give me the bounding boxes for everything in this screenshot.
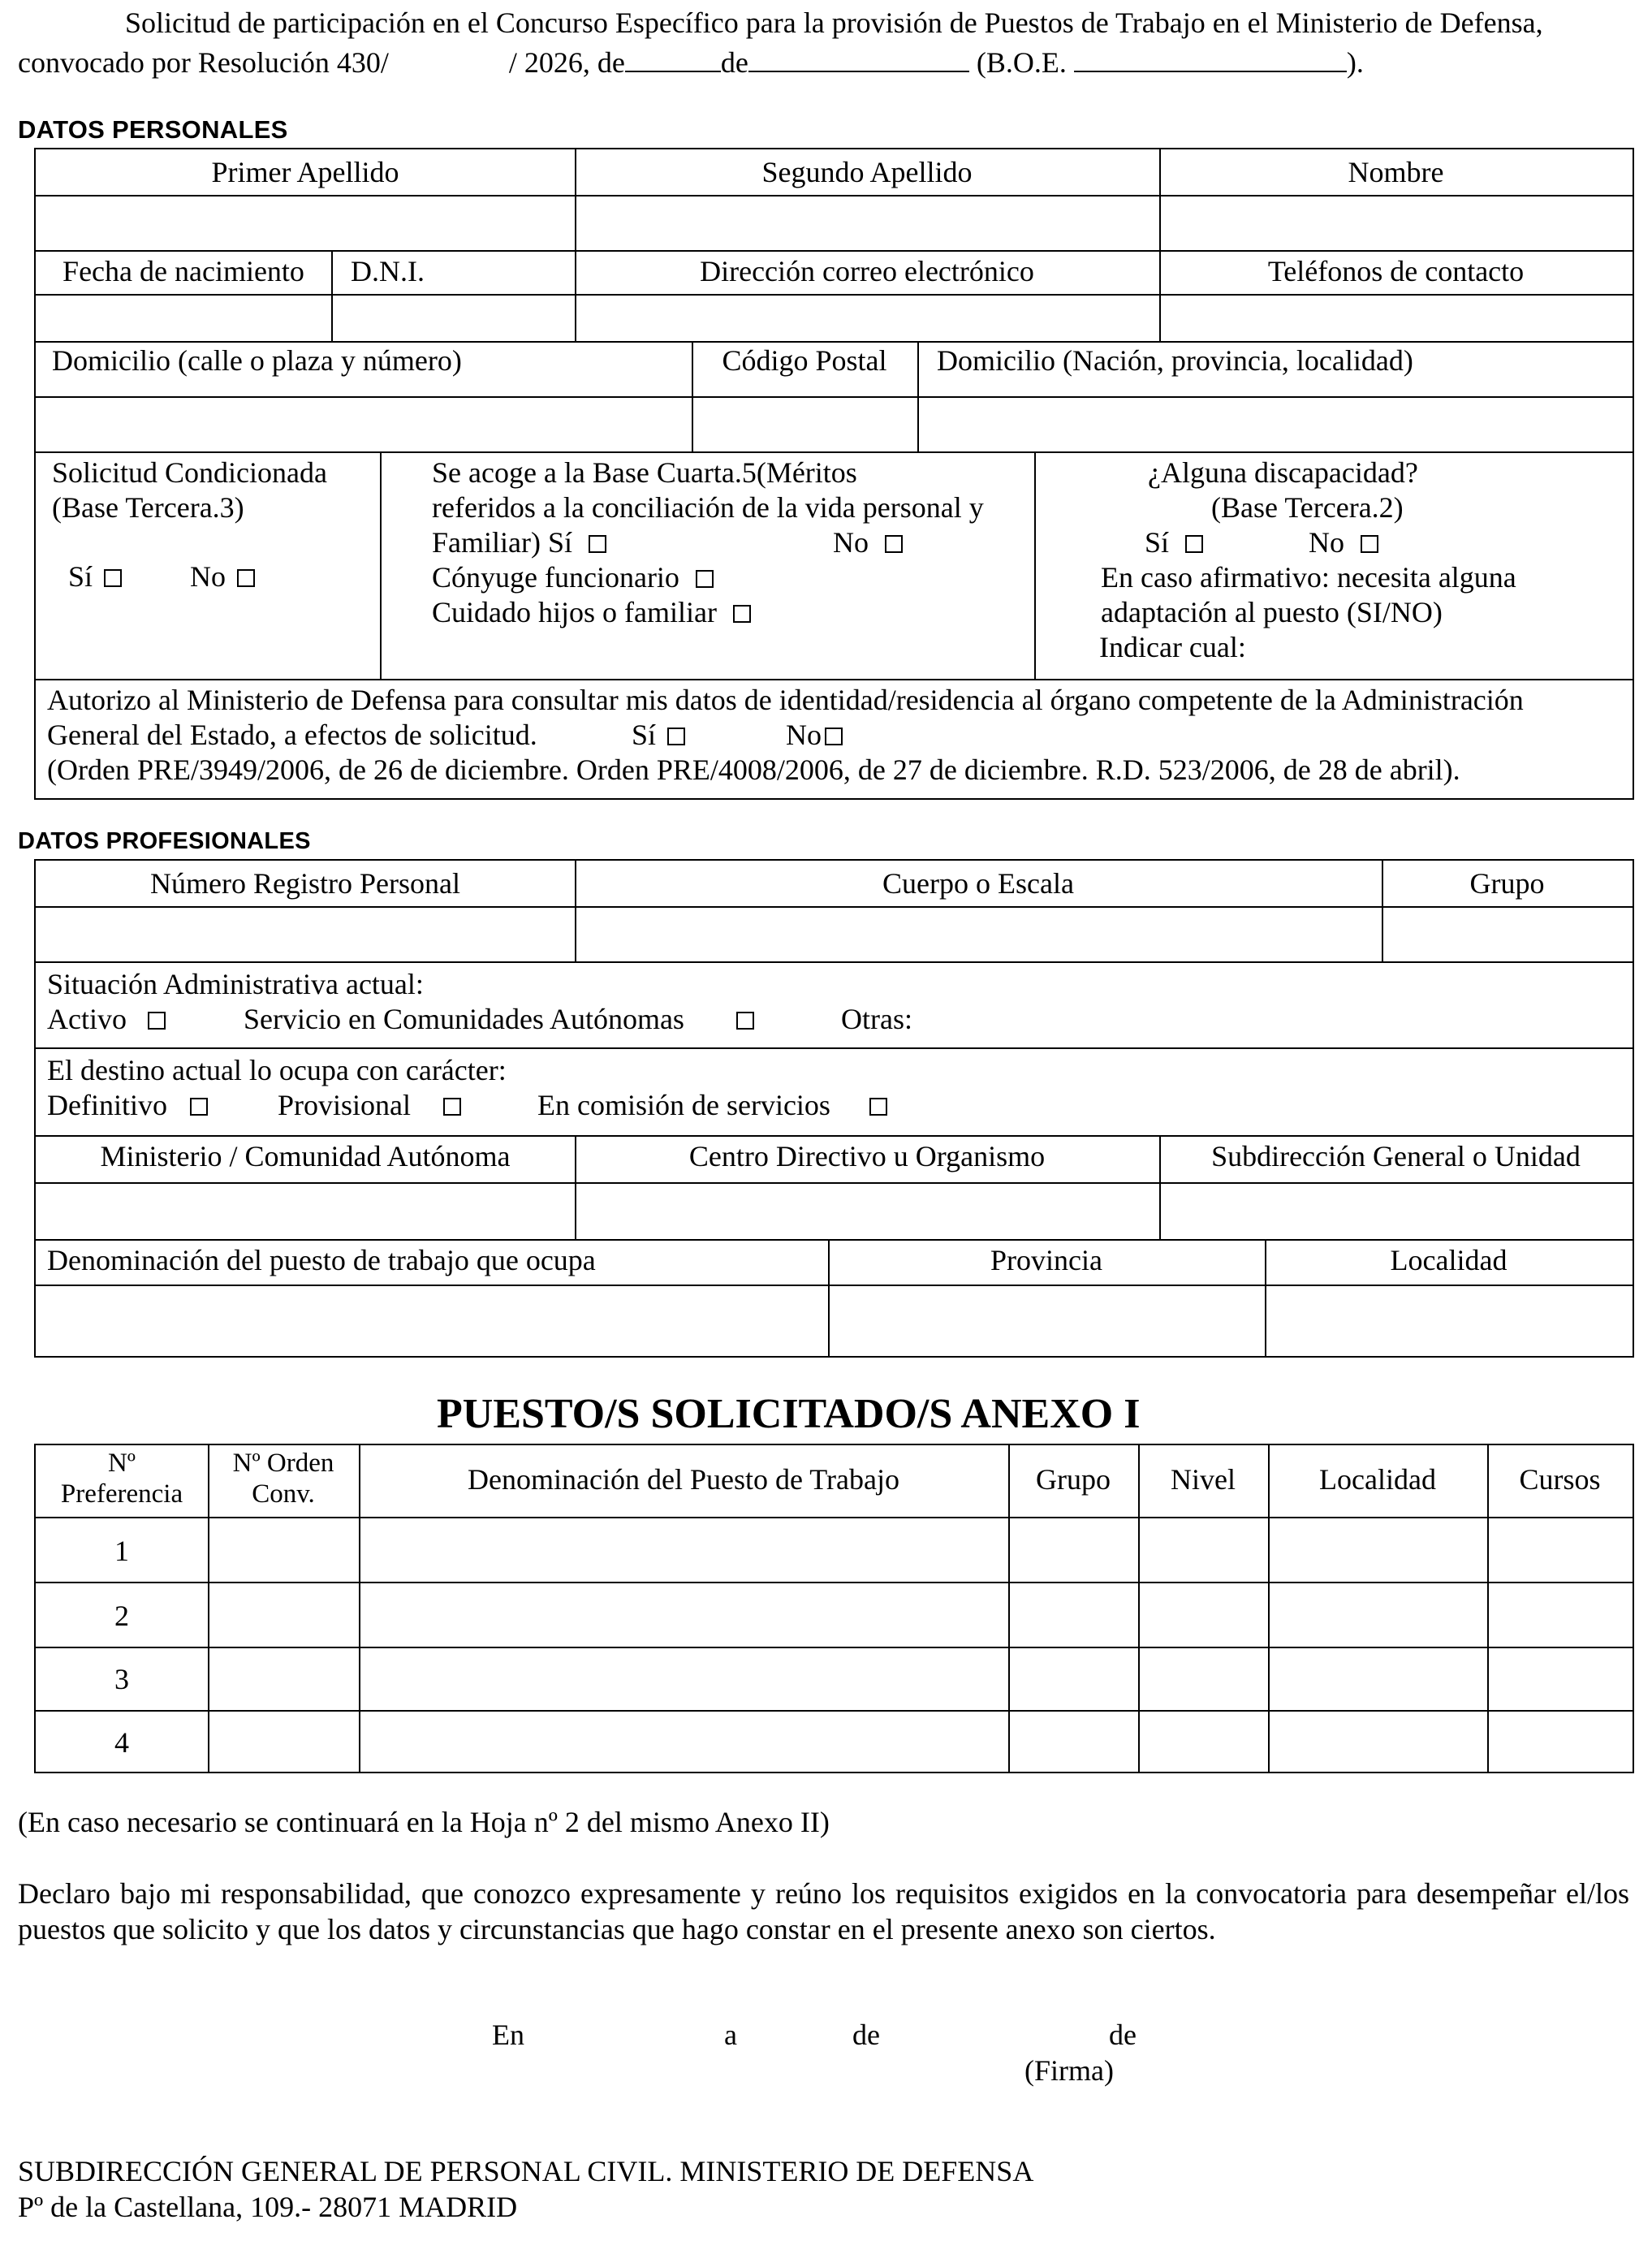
subdireccion-label: Subdirección General o Unidad [1211, 1140, 1581, 1172]
cuidado-label: Cuidado hijos o familiar [432, 596, 717, 628]
grupo-label: Grupo [1469, 867, 1545, 900]
provincia-field[interactable] [830, 1286, 1263, 1354]
nombre-label: Nombre [1348, 156, 1444, 188]
domicilio-nacion-field[interactable] [919, 398, 1631, 450]
col-grupo: Grupo [1036, 1463, 1111, 1496]
autorizo-no-label: No [786, 719, 822, 751]
personal-data-table [34, 148, 1634, 800]
definitivo-option [47, 1087, 208, 1123]
ministerio-label: Ministerio / Comunidad Autónoma [100, 1140, 511, 1172]
subdireccion-field[interactable] [1161, 1184, 1631, 1237]
base-cuarta-si-label: Familiar) Sí [432, 526, 572, 559]
condicionada-label-1: Solicitud Condicionada [52, 456, 327, 489]
declaracion-text: Declaro bajo mi responsabilidad, que conozco expresamente y reúno los requisitos exigidos en la convocatoria para desempeñar el/los puestos que solicito y que los datos y circunstancias que hago constar en el presente anexo son ciertos. [18, 1877, 1629, 1945]
condicionada-label-2: (Base Tercera.3) [52, 491, 244, 524]
servicio-ccaa-option [244, 1001, 754, 1037]
professional-data-table [34, 859, 1634, 1358]
col-nivel: Nivel [1171, 1463, 1236, 1496]
codigo-postal-label: Código Postal [722, 344, 887, 377]
personal-data-title: DATOS PERSONALES [18, 115, 288, 144]
base-cuarta-si [432, 525, 606, 560]
activo-label: Activo [47, 1003, 127, 1035]
provincia-label: Provincia [990, 1244, 1102, 1276]
col-preferencia-2: Preferencia [60, 1479, 183, 1509]
servicio-ccaa-label: Servicio en Comunidades Autónomas [244, 1003, 684, 1035]
autorizo-no [786, 717, 843, 753]
fecha-a-label: a [724, 2019, 737, 2051]
condicionada-si-label: Sí [68, 560, 93, 593]
provisional-label: Provisional [278, 1089, 412, 1121]
grupo-field[interactable] [1383, 908, 1631, 960]
ministerio-field[interactable] [37, 1184, 573, 1237]
activo-checkbox[interactable] [148, 1012, 166, 1030]
day-blank[interactable] [625, 46, 721, 72]
puestos-title: PUESTO/S SOLICITADO/S ANEXO I [437, 1391, 1141, 1437]
condicionada-no-label: No [190, 560, 226, 593]
intro-text-5: ). [1346, 46, 1364, 79]
base-cuarta-label-2: referidos a la conciliación de la vida personal y [432, 491, 984, 524]
comision-checkbox[interactable] [869, 1098, 887, 1116]
base-cuarta-no-checkbox[interactable] [885, 535, 903, 553]
primer-apellido-label: Primer Apellido [211, 156, 399, 188]
autorizo-text-3: (Orden PRE/3949/2006, de 26 de diciembre. Orden PRE/4008/2006, de 27 de diciembre. R.D. 523/2006, de 28 de abril). [47, 753, 1460, 786]
condicionada-no [190, 559, 255, 594]
intro-text-4: (B.O.E. [976, 46, 1067, 79]
intro-text-2: / 2026, de [508, 46, 625, 79]
discapacidad-si [1145, 525, 1203, 560]
codigo-postal-field[interactable] [693, 398, 916, 450]
firma-label: (Firma) [1024, 2054, 1114, 2087]
lugar-en-label: En [492, 2019, 524, 2051]
table-row-number: 3 [114, 1663, 129, 1695]
dni-label: D.N.I. [351, 255, 425, 287]
discapacidad-no [1309, 525, 1378, 560]
table-row-number: 2 [114, 1600, 129, 1632]
table-row-number: 1 [114, 1535, 129, 1567]
servicio-ccaa-checkbox[interactable] [736, 1012, 754, 1030]
comision-label: En comisión de servicios [537, 1089, 830, 1121]
col-cursos: Cursos [1519, 1463, 1601, 1496]
telefonos-field[interactable] [1161, 296, 1631, 339]
definitivo-label: Definitivo [47, 1089, 167, 1121]
autorizo-si-label: Sí [632, 719, 657, 751]
month-blank[interactable] [748, 46, 969, 72]
base-cuarta-no [833, 525, 903, 560]
professional-data-title: DATOS PROFESIONALES [18, 828, 311, 854]
fecha-de-label-2: de [1109, 2019, 1137, 2051]
situacion-label: Situación Administrativa actual: [47, 968, 424, 1000]
organismo-line-2: Pº de la Castellana, 109.- 28071 MADRID [18, 2191, 518, 2223]
cuidado-option [432, 594, 751, 630]
segundo-apellido-label: Segundo Apellido [761, 156, 973, 188]
organismo-line-1: SUBDIRECCIÓN GENERAL DE PERSONAL CIVIL. MINISTERIO DE DEFENSA [18, 2155, 1034, 2187]
nombre-field[interactable] [1161, 196, 1631, 248]
denominacion-label: Denominación del puesto de trabajo que ocupa [47, 1244, 596, 1276]
cuerpo-field[interactable] [576, 908, 1380, 960]
domicilio-calle-label: Domicilio (calle o plaza y número) [52, 344, 462, 377]
autorizo-text-1: Autorizo al Ministerio de Defensa para consultar mis datos de identidad/residencia al órgano competente de la Administración [47, 684, 1524, 716]
fecha-nacimiento-field[interactable] [37, 296, 330, 339]
discapacidad-no-checkbox[interactable] [1361, 535, 1378, 553]
discapacidad-no-label: No [1309, 526, 1344, 559]
discapacidad-label-4: adaptación al puesto (SI/NO) [1101, 596, 1443, 628]
boe-blank[interactable] [1074, 46, 1347, 72]
cuerpo-label: Cuerpo o Escala [882, 867, 1074, 900]
col-preferencia-1: Nº [107, 1449, 136, 1478]
activo-option [47, 1001, 166, 1037]
domicilio-calle-field[interactable] [37, 398, 690, 450]
col-orden-1: Nº Orden [232, 1449, 334, 1478]
autorizo-si-checkbox[interactable] [667, 728, 685, 745]
provisional-checkbox[interactable] [443, 1098, 461, 1116]
localidad-label: Localidad [1390, 1244, 1508, 1276]
table-row-number: 4 [114, 1726, 129, 1759]
condicionada-si [68, 559, 122, 594]
conyuge-checkbox[interactable] [696, 570, 714, 588]
continuacion-note: (En caso necesario se continuará en la Hoja nº 2 del mismo Anexo II) [18, 1806, 830, 1838]
base-cuarta-no-label: No [833, 526, 869, 559]
cuidado-checkbox[interactable] [733, 605, 751, 623]
centro-label: Centro Directivo u Organismo [688, 1140, 1046, 1172]
puestos-table [34, 1444, 1634, 1773]
autorizo-si [632, 717, 685, 753]
dni-field[interactable] [333, 296, 573, 339]
centro-field[interactable] [576, 1184, 1158, 1237]
condicionada-no-checkbox[interactable] [237, 569, 255, 587]
segundo-apellido-field[interactable] [576, 196, 1158, 248]
base-cuarta-si-checkbox[interactable] [589, 535, 606, 553]
fecha-nacimiento-label: Fecha de nacimiento [63, 255, 304, 287]
discapacidad-si-checkbox[interactable] [1185, 535, 1203, 553]
nrp-field[interactable] [37, 908, 573, 960]
condicionada-si-checkbox[interactable] [104, 569, 122, 587]
primer-apellido-field[interactable] [37, 196, 573, 248]
correo-field[interactable] [576, 296, 1158, 339]
col-localidad: Localidad [1319, 1463, 1436, 1496]
fecha-de-label-1: de [852, 2019, 880, 2051]
intro-text-1: Solicitud de participación en el Concurso Específico para la provisión de Puestos de Trabajo en el Ministerio de Defensa, convocado por Resolución 430/ [18, 6, 1543, 79]
otras-label: Otras: [841, 1003, 912, 1035]
intro-paragraph [18, 3, 1629, 83]
col-denominacion: Denominación del Puesto de Trabajo [468, 1463, 899, 1496]
nrp-label: Número Registro Personal [150, 867, 460, 900]
discapacidad-label-5: Indicar cual: [1099, 631, 1246, 663]
destino-label: El destino actual lo ocupa con carácter: [47, 1054, 507, 1086]
provisional-option [278, 1087, 461, 1123]
col-orden-2: Conv. [252, 1479, 315, 1509]
base-cuarta-label-1: Se acoge a la Base Cuarta.5(Méritos [432, 456, 857, 489]
autorizo-no-checkbox[interactable] [825, 728, 843, 745]
definitivo-checkbox[interactable] [190, 1098, 208, 1116]
localidad-field[interactable] [1266, 1286, 1631, 1354]
telefonos-label: Teléfonos de contacto [1267, 255, 1525, 287]
autorizo-text-2: General del Estado, a efectos de solicitud. [47, 719, 537, 751]
comision-option [537, 1087, 887, 1123]
discapacidad-si-label: Sí [1145, 526, 1170, 559]
conyuge-label: Cónyuge funcionario [432, 561, 679, 594]
discapacidad-label-3: En caso afirmativo: necesita alguna [1101, 561, 1516, 594]
domicilio-nacion-label: Domicilio (Nación, provincia, localidad) [937, 344, 1413, 377]
discapacidad-label-2: (Base Tercera.2) [1211, 491, 1404, 524]
correo-label: Dirección correo electrónico [700, 255, 1034, 287]
denominacion-field[interactable] [37, 1286, 826, 1354]
intro-text-3: de [720, 46, 748, 79]
discapacidad-label-1: ¿Alguna discapacidad? [1148, 456, 1418, 489]
conyuge-option [432, 559, 714, 595]
